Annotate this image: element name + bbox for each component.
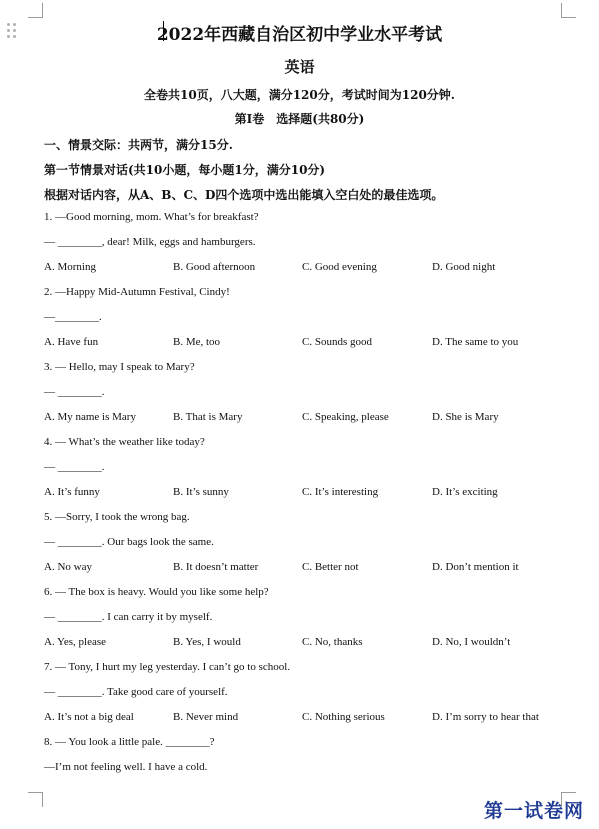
question-6-response: — ________. I can carry it by myself.	[44, 611, 213, 623]
question-5-prompt: 5. —Sorry, I took the wrong bag.	[44, 511, 190, 523]
page-corner-mark-top-left	[28, 3, 43, 18]
question-3-option-a: A. My name is Mary	[44, 411, 136, 423]
question-5-option-d: D. Don’t mention it	[432, 561, 519, 573]
question-4-option-a: A. It’s funny	[44, 486, 100, 498]
question-2-option-d: D. The same to you	[432, 336, 519, 348]
question-4-option-b: B. It’s sunny	[173, 486, 229, 498]
question-2-option-b: B. Me, too	[173, 336, 221, 348]
question-5-option-b: B. It doesn’t matter	[173, 561, 259, 573]
question-6-option-c: C. No, thanks	[302, 636, 363, 648]
question-1-prompt: 1. —Good morning, mom. What’s for breakfast?	[44, 211, 259, 223]
question-4-option-d: D. It’s exciting	[432, 486, 498, 498]
question-3-response: — ________.	[44, 386, 105, 398]
page-corner-mark-top-right	[561, 3, 576, 18]
question-7-option-a: A. It’s not a big deal	[44, 711, 134, 723]
question-2-prompt: 2. —Happy Mid-Autumn Festival, Cindy!	[44, 286, 230, 298]
question-3-option-b: B. That is Mary	[173, 411, 243, 423]
question-5-option-a: A. No way	[44, 561, 92, 573]
question-6-prompt: 6. — The box is heavy. Would you like some help?	[44, 586, 269, 598]
question-4-response: — ________.	[44, 461, 105, 473]
subsection-heading: 第一节情景对话(共10小题，每小题1分，满分10分)	[44, 163, 326, 177]
question-1-option-a: A. Morning	[44, 261, 96, 273]
question-4-option-c: C. It’s interesting	[302, 486, 379, 498]
question-7-option-d: D. I’m sorry to hear that	[432, 711, 539, 723]
question-2-option-c: C. Sounds good	[302, 336, 372, 348]
question-5-option-c: C. Better not	[302, 561, 359, 573]
question-6-option-b: B. Yes, I would	[173, 636, 241, 648]
page-corner-mark-bottom-left	[28, 792, 43, 807]
question-2-option-a: A. Have fun	[44, 336, 99, 348]
question-1-option-b: B. Good afternoon	[173, 261, 256, 273]
question-3-option-c: C. Speaking, please	[302, 411, 389, 423]
question-7-option-c: C. Nothing serious	[302, 711, 385, 723]
question-1-option-d: D. Good night	[432, 261, 496, 273]
site-watermark: 第一试卷网	[484, 800, 585, 822]
question-1-option-c: C. Good evening	[302, 261, 377, 273]
paper-part-heading: 第I卷 选择题(共80分)	[234, 112, 365, 126]
question-3-option-d: D. She is Mary	[432, 411, 499, 423]
question-7-option-b: B. Never mind	[173, 711, 239, 723]
question-6-option-d: D. No, I wouldn’t	[432, 636, 511, 648]
section-heading: 一、情景交际：共两节，满分15分.	[44, 138, 233, 152]
question-8-prompt: 8. — You look a little pale. ________?	[44, 736, 215, 748]
subject-heading: 英语	[284, 58, 315, 76]
exam-title: 2022年西藏自治区初中学业水平考试	[156, 25, 443, 45]
exam-info: 全卷共10页，八大题，满分120分，考试时间为120分钟.	[144, 88, 455, 102]
question-8-response: —I’m not feeling well. I have a cold.	[44, 761, 208, 773]
question-3-prompt: 3. — Hello, may I speak to Mary?	[44, 361, 195, 373]
instruction-text: 根据对话内容，从A、B、C、D四个选项中选出能填入空白处的最佳选项。	[44, 188, 444, 202]
question-5-response: — ________. Our bags look the same.	[44, 536, 214, 548]
question-4-prompt: 4. — What’s the weather like today?	[44, 436, 205, 448]
question-6-option-a: A. Yes, please	[44, 636, 107, 648]
question-7-response: — ________. Take good care of yourself.	[44, 686, 228, 698]
question-2-response: —________.	[44, 311, 102, 323]
question-1-response: — ________, dear! Milk, eggs and hamburgers.	[44, 236, 256, 248]
question-7-prompt: 7. — Tony, I hurt my leg yesterday. I can’t go to school.	[44, 661, 291, 673]
